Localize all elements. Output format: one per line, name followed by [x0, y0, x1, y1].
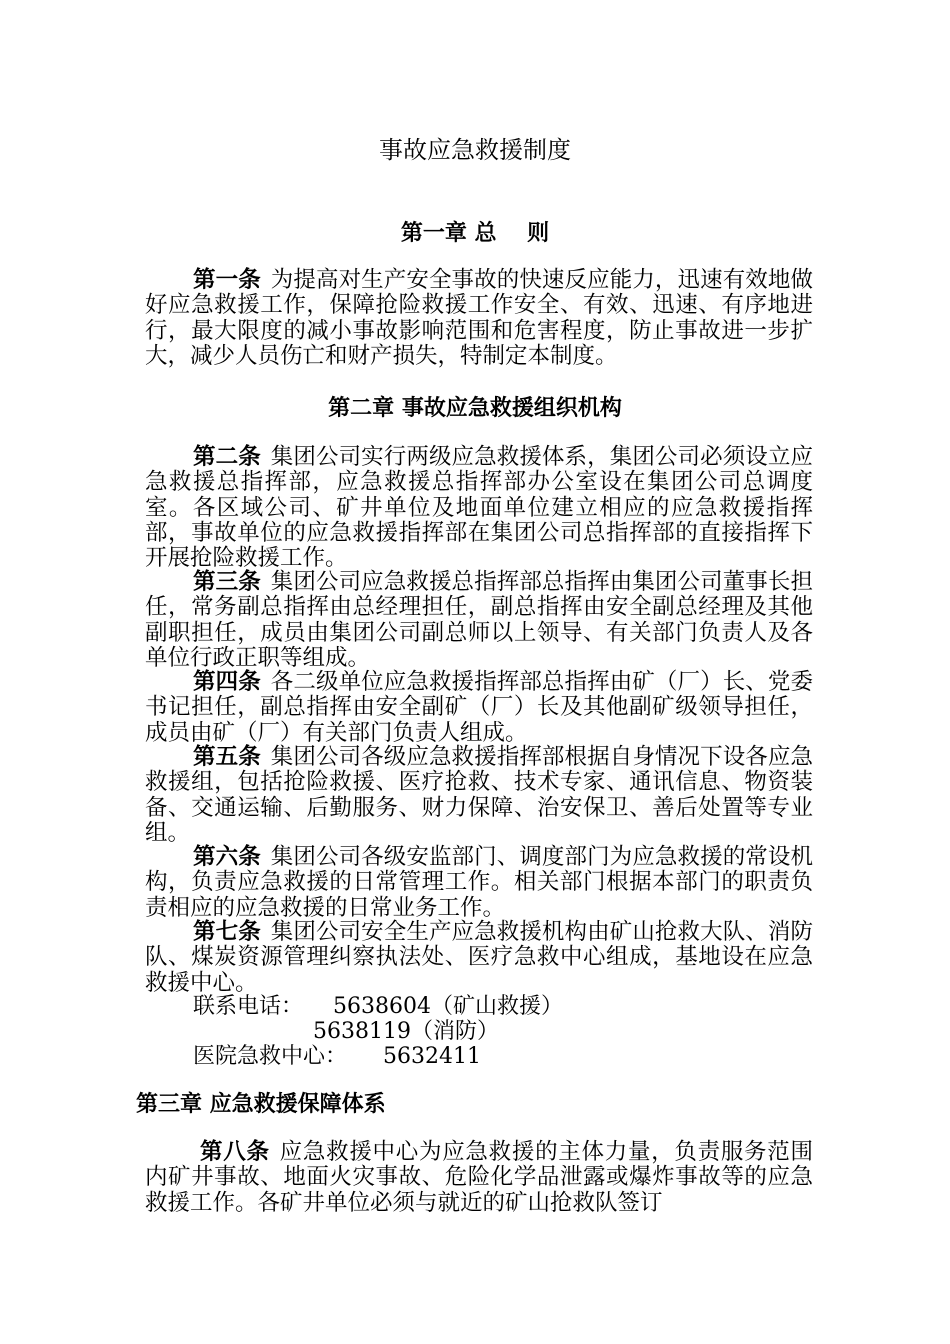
- article-5: [145, 745, 813, 846]
- article-label: 第八条: [200, 1139, 270, 1165]
- article-text: 集团公司安全生产应急救援机构由矿山抢救大队、消防队、煤炭资源管理纠察执法处、医疗急救中心组成，基地设在应急救援中心。: [145, 919, 813, 996]
- article-4: [145, 670, 813, 746]
- article-text: 集团公司应急救援总指挥部总指挥由集团公司董事长担任，常务副总指挥由总经理担任，副总指挥由安全副总经理及其他副职担任，成员由集团公司副总师以上领导、有关部门负责人及各单位行政正职等组成。: [145, 569, 813, 671]
- phone-mine-rescue: 5638604（矿山救援）: [333, 994, 563, 1019]
- article-label: 第七条: [193, 919, 261, 945]
- chapter-heading-2: 第二章 事故应急救援组织机构: [328, 396, 622, 421]
- article-text: 集团公司各级应急救援指挥部根据自身情况下设各应急救援组，包括抢险救援、医疗抢救、技术专家、通讯信息、物资装备、交通运输、后勤服务、财力保障、治安保卫、善后处置等专业组。: [145, 744, 813, 846]
- article-label: 第一条: [193, 267, 261, 293]
- article-label: 第五条: [193, 744, 261, 770]
- hospital-label: 医院急救中心：: [193, 1044, 348, 1069]
- article-8: [145, 1140, 813, 1216]
- article-label: 第四条: [193, 669, 261, 695]
- phone-fire: 5638119（消防）: [313, 1019, 499, 1044]
- chapter-heading-1: 第一章 总 则: [400, 221, 550, 246]
- phone-label: 联系电话：: [193, 994, 304, 1019]
- hospital-phone: 5632411: [383, 1044, 481, 1069]
- article-text: 应急救援中心为应急救援的主体力量，负责服务范围内矿井事故、地面火灾事故、危险化学品泄露或爆炸事故等的应急救援工作。各矿井单位必须与就近的矿山抢救队签订: [145, 1139, 813, 1216]
- document-title: 事故应急救援制度: [379, 136, 571, 164]
- article-text: 集团公司实行两级应急救援体系，集团公司必须设立应急救援总指挥部，应急救援总指挥部办公室设在集团公司总调度室。各区域公司、矿井单位及地面单位建立相应的应急救援指挥部，事故单位的应急救援指挥部在集团公司总指挥部的直接指挥下开展抢险救援工作。: [145, 444, 813, 572]
- chapter-heading-3: 第三章 应急救援保障体系: [136, 1092, 386, 1117]
- article-label: 第六条: [193, 844, 261, 870]
- article-2: [145, 445, 813, 571]
- article-text: 各二级单位应急救援指挥部总指挥由矿（厂）长、党委书记担任，副总指挥由安全副矿（厂）长及其他副矿级领导担任，成员由矿（厂）有关部门负责人组成。: [145, 669, 813, 746]
- article-6: [145, 845, 813, 921]
- article-1: [145, 268, 813, 369]
- article-3: [145, 570, 813, 671]
- article-text: 为提高对生产安全事故的快速反应能力，迅速有效地做好应急救援工作，保障抢险救援工作安全、有效、迅速、有序地进行，最大限度的减小事故影响范围和危害程度，防止事故进一步扩大，减少人员伤亡和财产损失，特制定本制度。: [145, 267, 813, 369]
- article-7: [145, 920, 813, 996]
- article-label: 第二条: [193, 444, 261, 470]
- article-label: 第三条: [193, 569, 261, 595]
- article-text: 集团公司各级安监部门、调度部门为应急救援的常设机构，负责应急救援的日常管理工作。相关部门根据本部门的职责负责相应的应急救援的日常业务工作。: [145, 844, 813, 921]
